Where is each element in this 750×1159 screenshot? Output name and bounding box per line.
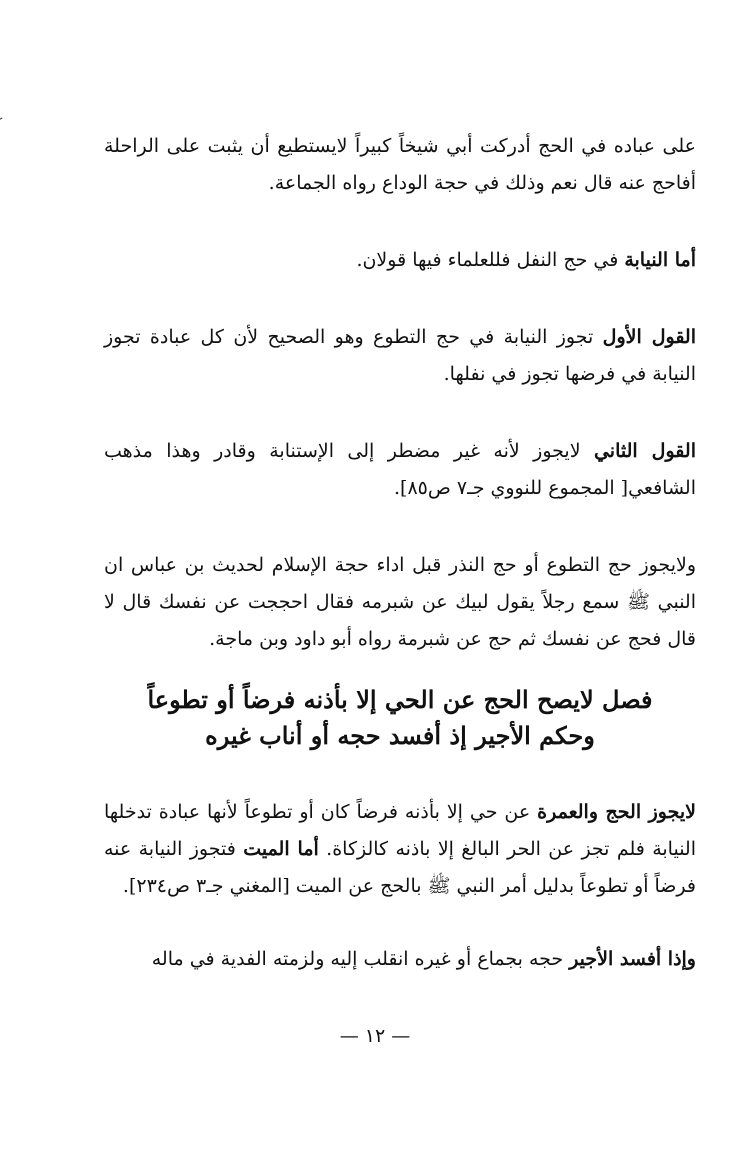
paragraph-6-text-2: فتجوز النيابة عنه فرضاً أو تطوعاً بدليل أمر النبي ﷺ بالحج عن الميت [المغني جـ٣ ص٢٣٤].	[104, 838, 696, 897]
section-heading	[104, 682, 696, 754]
paragraph-5	[104, 547, 696, 658]
page-body	[104, 128, 696, 978]
paragraph-1	[104, 128, 696, 202]
paragraph-2	[104, 242, 696, 279]
paragraph-6-bold-2: أما الميت	[243, 838, 319, 860]
page-edge-mark	[0, 117, 5, 125]
section-heading-line-2: وحكم الأجير إذ أفسد حجه أو أناب غيره	[205, 721, 595, 750]
section-heading-line-1: فصل لايصح الحج عن الحي إلا بأذنه فرضاً أو تطوعاً	[147, 685, 653, 714]
paragraph-7	[104, 941, 696, 978]
paragraph-6-text-1: عن حي إلا بأذنه فرضاً كان أو تطوعاً لأنها عبادة تدخلها النيابة فلم تجز عن الحر البالغ إلا باذنه كالزكاة.	[104, 801, 696, 860]
paragraph-4	[104, 433, 696, 507]
paragraph-1-text: على عباده في الحج أدركت أبي شيخاً كبيراً لايستطيع أن يثبت على الراحلة أفاحج عنه قال نعم وذلك في حجة الوداع رواه الجماعة.	[104, 135, 696, 194]
paragraph-7-text: حجه بجماع أو غيره انقلب إليه ولزمته الفدية في ماله	[151, 948, 570, 970]
paragraph-5-text: ولايجوز حج التطوع أو حج النذر قبل اداء حجة الإسلام لحديث بن عباس ان النبي ﷺ سمع رجلاً يقول لبيك عن شبرمه فقال احججت عن نفسك قال لا قال فحج عن نفسك ثم حج عن شبرمة رواه أبو داود وبن ماجة.	[104, 554, 696, 650]
paragraph-3-text: تجوز النيابة في حج التطوع وهو الصحيح لأن كل عبادة تجوز النيابة في فرضها تجوز في نفلها.	[104, 326, 696, 385]
paragraph-7-bold: وإذا أفسد الأجير	[569, 948, 696, 970]
page-number: — ١٢ —	[339, 1025, 411, 1047]
paragraph-6	[104, 794, 696, 905]
paragraph-4-text: لايجوز لأنه غير مضطر إلى الإستنابة وقادر وهذا مذهب الشافعي[ المجموع للنووي جـ٧ ص٨٥].	[104, 440, 696, 499]
paragraph-2-text: في حج النفل فللعلماء فيها قولان.	[356, 249, 625, 271]
paragraph-6-bold-1: لايجوز الحج والعمرة	[537, 801, 696, 823]
paragraph-2-bold: أما النيابة	[624, 249, 696, 271]
paragraph-3	[104, 319, 696, 393]
paragraph-3-bold: القول الأول	[602, 326, 697, 348]
paragraph-4-bold: القول الثاني	[593, 440, 696, 462]
